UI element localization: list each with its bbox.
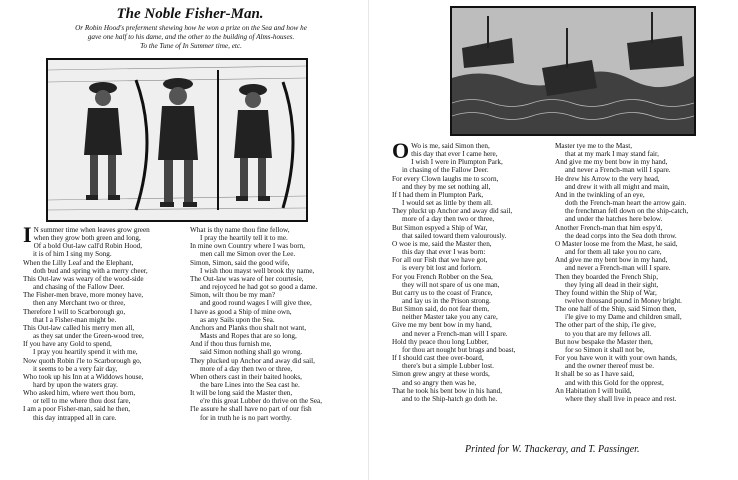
verse-line — [555, 330, 735, 338]
verse-text: for thou art nought but brags and boast, — [402, 345, 516, 354]
verse-line — [190, 414, 365, 422]
verse-text: men call me Simon over the Lee. — [200, 250, 296, 259]
verse-line — [555, 362, 735, 370]
verse-text: I wish thou mayst well brook thy name, — [200, 266, 315, 275]
verse-line — [555, 379, 735, 387]
verse-text: for in truth he is no part worthy. — [200, 413, 292, 422]
verse-line — [190, 226, 365, 234]
verse-line — [555, 142, 735, 150]
verse-text: doth the French-man heart the arrow gain. — [565, 199, 687, 208]
verse-column-2 — [190, 226, 365, 422]
drop-cap: O — [392, 138, 410, 163]
verse-text: and they by me set nothing all, — [402, 182, 491, 191]
verse-line — [23, 373, 185, 381]
verse-line — [555, 289, 735, 297]
verse-line — [190, 275, 365, 283]
verse-line — [392, 158, 550, 166]
verse-line — [190, 389, 365, 397]
verse-text: and chasing of the Fallow Deer. — [33, 283, 125, 292]
verse-line — [555, 346, 735, 354]
verse-line — [190, 357, 365, 365]
verse-line — [392, 166, 550, 174]
verse-text: And if thou thus furnish me, — [190, 340, 272, 349]
archers-woodcut — [46, 58, 308, 222]
verse-line — [555, 199, 735, 207]
verse-text: The one half of the Ship, said Simon then, — [555, 305, 677, 314]
verse-text: as they sat under the Green-wood tree, — [33, 332, 144, 341]
verse-line — [23, 324, 185, 332]
verse-text: This Out-law was weary of the wood-side — [23, 274, 144, 283]
verse-line — [392, 199, 550, 207]
verse-line — [190, 340, 365, 348]
verse-text: I have as good a Ship of mine own, — [190, 307, 292, 316]
verse-text: I wish I were in Plumpton Park, — [411, 158, 503, 167]
verse-text: this day that ever I was born: — [402, 248, 486, 257]
verse-text: the bare Lines into the Sea cast he. — [200, 380, 300, 389]
verse-text: That he took his bent bow in his hand, — [392, 386, 502, 395]
verse-text: Simon grew angry at these words, — [392, 370, 490, 379]
verse-line — [392, 183, 550, 191]
verse-text: An Habitation I will build, — [555, 386, 632, 395]
verse-line — [23, 308, 185, 316]
verse-line — [190, 283, 365, 291]
verse-text: For you French Robber on the Sea, — [392, 272, 493, 281]
verse-line — [23, 365, 185, 373]
verse-line — [555, 264, 735, 272]
verse-text: It will be long said the Master then, — [190, 389, 293, 398]
verse-line — [190, 308, 365, 316]
verse-text: and never a French-man will I spare. — [565, 166, 671, 175]
verse-text: But now bespake the Master then, — [555, 337, 653, 346]
verse-text: When the Lilly Leaf and the Elephant, — [23, 258, 134, 267]
verse-line — [23, 414, 185, 422]
verse-line — [190, 381, 365, 389]
verse-line — [392, 313, 550, 321]
verse-text: It shall be so as I have said, — [555, 370, 635, 379]
verse-line — [23, 291, 185, 299]
verse-text: that sailed toward them valourously. — [402, 231, 507, 240]
verse-line — [23, 267, 185, 275]
verse-text: This Out-law called his merry men all, — [23, 323, 135, 332]
verse-line — [555, 150, 735, 158]
verse-line — [392, 240, 550, 248]
verse-text: and drew it with all might and main, — [565, 182, 670, 191]
verse-text: If I should cast thee over-board, — [392, 354, 484, 363]
verse-text: In mine own Country where I was born, — [190, 242, 305, 251]
verse-line — [392, 346, 550, 354]
verse-text: for so Simon it shall not be, — [565, 345, 645, 354]
verse-line — [555, 256, 735, 264]
verse-line — [555, 387, 735, 395]
verse-line — [392, 395, 550, 403]
verse-text: For all our Fish that we have got, — [392, 256, 488, 265]
verse-line — [392, 232, 550, 240]
drop-cap: I — [23, 222, 32, 247]
verse-line — [190, 365, 365, 373]
verse-line — [392, 321, 550, 329]
verse-text: doth bud and spring with a merry cheer, — [33, 266, 148, 275]
verse-text: I am a poor Fisher-man, said he then, — [23, 405, 131, 414]
verse-text: The Out-law was ware of her courtesie, — [190, 274, 304, 283]
ships-woodcut — [450, 6, 696, 136]
verse-text: there's but a simple Lubber lost. — [402, 362, 494, 371]
verse-text: that at my mark I may stand fair, — [565, 150, 659, 159]
verse-text: then any Merchant two or three, — [33, 299, 126, 308]
verse-text: Another French-man that him espy'd, — [555, 223, 663, 232]
verse-column-1 — [23, 222, 185, 422]
verse-line — [555, 158, 735, 166]
verse-line — [392, 215, 550, 223]
verse-line — [392, 362, 550, 370]
verse-text: as any Sails upon the Sea. — [200, 315, 275, 324]
verse-text: and never a French-man will I spare. — [402, 329, 508, 338]
verse-line — [555, 215, 735, 223]
verse-line — [555, 313, 735, 321]
verse-line — [392, 297, 550, 305]
verse-line — [555, 183, 735, 191]
verse-line — [23, 405, 185, 413]
verse-text: I would set as little by them all. — [402, 199, 493, 208]
verse-text: and for them all take you no care, — [565, 248, 662, 257]
verse-text: If I had them in Plumpton Park, — [392, 190, 484, 199]
verse-line — [23, 283, 185, 291]
verse-text: and under the hatches here below. — [565, 215, 663, 224]
verse-line — [190, 348, 365, 356]
verse-text: The other part of the ship, i'le give, — [555, 321, 656, 330]
verse-line — [23, 357, 185, 365]
verse-line — [555, 232, 735, 240]
verse-text: They plucked up Anchor and away did sail, — [190, 356, 315, 365]
verse-line — [392, 305, 550, 313]
verse-text: When others cast in their baited hooks, — [190, 372, 302, 381]
verse-text: Of a bold Out-law call'd Robin Hood, — [33, 242, 143, 251]
verse-line — [392, 354, 550, 362]
verse-text: And in the twinkling of an eye, — [555, 190, 645, 199]
ballad-title: The Noble Fisher-Man. — [116, 6, 264, 22]
verse-line — [23, 397, 185, 405]
verse-line — [392, 379, 550, 387]
verse-text: and rejoyced he had got so good a dame. — [200, 283, 318, 292]
verse-line — [392, 248, 550, 256]
verse-line — [190, 299, 365, 307]
verse-text: said Simon nothing shall go wrong. — [200, 348, 303, 357]
verse-text: Now quoth Robin i'le to Scarborough go, — [23, 356, 142, 365]
verse-line — [555, 305, 735, 313]
verse-text: more of a day then two or three, — [200, 364, 293, 373]
verse-text: But Simon espyed a Ship of War, — [392, 223, 488, 232]
verse-text: He drew his Arrow to the very head, — [555, 174, 660, 183]
verse-text: I'le assure he shall have no part of our fish — [190, 405, 312, 414]
verse-line — [392, 256, 550, 264]
verse-text: and with this Gold for the opprest, — [565, 378, 664, 387]
verse-text: to you that are my fellows all. — [565, 329, 652, 338]
verse-text: neither Master take you any care, — [402, 313, 498, 322]
verse-line — [555, 248, 735, 256]
verse-text: it seems to be a very fair day, — [33, 364, 118, 373]
verse-line — [555, 224, 735, 232]
verse-line — [555, 240, 735, 248]
verse-text: this day that ever I came here, — [411, 150, 498, 159]
verse-line — [392, 338, 550, 346]
verse-text: twelve thousand pound in Money bright. — [565, 296, 682, 305]
verse-text: i'le give to my Dame and children small, — [565, 313, 682, 322]
verse-text: they will not spare of us one man, — [402, 280, 500, 289]
verse-text: Masts and Ropes that are so long, — [200, 332, 297, 341]
verse-text: N summer time when leaves grow green — [33, 226, 150, 234]
verse-text: hard by upon the waters gray. — [33, 380, 118, 389]
verse-line — [555, 297, 735, 305]
verse-line — [555, 273, 735, 281]
verse-line — [392, 175, 550, 183]
subtitle-line: Or Robin Hood's preferment shewing how he won a prize on the Sea and how he — [75, 24, 307, 32]
verse-line — [23, 234, 185, 242]
verse-text: Then they boarded the French Ship, — [555, 272, 658, 281]
verse-line — [555, 191, 735, 199]
verse-line — [23, 332, 185, 340]
verse-text: that I a Fisher-man might be. — [33, 315, 117, 324]
subtitle-line: To the Tune of In Summer time, etc. — [140, 42, 242, 50]
verse-line — [392, 387, 550, 395]
verse-line — [190, 267, 365, 275]
verse-text: O woe is me, said the Master then, — [392, 239, 492, 248]
verse-line — [190, 316, 365, 324]
verse-text: and never a French-man will I spare. — [565, 264, 671, 273]
verse-text: where they shall live in peace and rest. — [565, 394, 677, 403]
verse-text: For you have won it with your own hands, — [555, 354, 677, 363]
verse-text: is every bit lost and forlorn. — [402, 264, 482, 273]
verse-line — [555, 395, 735, 403]
verse-text: Hold thy peace thou long Lubber, — [392, 337, 489, 346]
verse-text: this day intrapped all in care. — [33, 413, 117, 422]
verse-line — [190, 259, 365, 267]
verse-text: and good round wages I will give thee, — [200, 299, 312, 308]
verse-line — [23, 242, 185, 250]
verse-text: the dead corps into the Sea doth throw. — [565, 231, 677, 240]
verse-line — [23, 381, 185, 389]
verse-text: Give me my bent bow in my hand, — [392, 321, 492, 330]
verse-text: If you have any Gold to spend, — [23, 340, 112, 349]
verse-text: I pray you heartily spend it with me, — [33, 348, 138, 357]
verse-text: Wo is me, said Simon then, — [411, 142, 490, 150]
verse-line — [555, 321, 735, 329]
verse-text: they lying all dead in their sight, — [565, 280, 659, 289]
verse-line — [392, 273, 550, 281]
verse-text: They pluckt up Anchor and away did sail, — [392, 207, 513, 216]
subtitle-line: gave one half to his dame, and the other to the building of Alms-houses. — [87, 33, 295, 41]
verse-text: But Simon said, do not fear them, — [392, 305, 490, 314]
verse-text: Master tye me to the Mast, — [555, 142, 633, 150]
verse-line — [23, 340, 185, 348]
verse-line — [190, 242, 365, 250]
verse-line — [190, 291, 365, 299]
verse-text: I pray the heartily tell it to me. — [200, 234, 288, 243]
verse-text: more of a day then two or three, — [402, 215, 495, 224]
verse-text: in chasing of the Fallow Deer. — [402, 166, 489, 175]
verse-line — [190, 373, 365, 381]
verse-line — [190, 250, 365, 258]
verse-text: Therefore I will to Scarborough go, — [23, 307, 126, 316]
verse-text: Anchors and Planks thou shalt not want, — [190, 323, 306, 332]
verse-text: and to the Ship-hatch go doth he. — [402, 394, 498, 403]
verse-text: it is of him I sing my Song. — [33, 250, 112, 259]
verse-line — [555, 166, 735, 174]
right-page — [369, 0, 738, 480]
verse-text: or tell to me where thou dost fare, — [33, 397, 131, 406]
verse-line — [392, 281, 550, 289]
verse-text: O Master loose me from the Mast, he said, — [555, 239, 678, 248]
verse-text: They found within the Ship of War, — [555, 288, 657, 297]
printer-imprint: Printed for W. Thackeray, and T. Passinger. — [465, 444, 640, 455]
verse-text: when they grow both green and long, — [33, 234, 141, 243]
verse-text: Simon, wilt thou be my man? — [190, 291, 276, 300]
verse-line — [392, 370, 550, 378]
verse-line — [555, 281, 735, 289]
verse-line — [555, 175, 735, 183]
verse-text: And give me my bent bow in my hand, — [555, 256, 668, 265]
verse-line — [392, 330, 550, 338]
verse-line — [23, 259, 185, 267]
verse-line — [23, 389, 185, 397]
verse-line — [555, 370, 735, 378]
verse-line — [392, 150, 550, 158]
verse-text: and lay us in the Prison strong. — [402, 296, 491, 305]
verse-line — [555, 338, 735, 346]
verse-column-4 — [555, 142, 735, 403]
verse-line — [190, 397, 365, 405]
verse-text: and so angry then was he, — [402, 378, 477, 387]
verse-text: The Fisher-men brave, more money have, — [23, 291, 144, 300]
verse-line — [392, 191, 550, 199]
verse-line — [555, 354, 735, 362]
verse-text: Simon, Simon, said the good wife, — [190, 258, 290, 267]
verse-line — [23, 348, 185, 356]
verse-text: e're this great Lubber do thrive on the Sea, — [200, 397, 323, 406]
verse-line — [23, 316, 185, 324]
verse-column-3 — [392, 138, 550, 403]
verse-line — [392, 207, 550, 215]
verse-text: the frenchman fell down on the ship-catch, — [565, 207, 689, 216]
verse-text: Who took up his Inn at a Widdows house, — [23, 372, 144, 381]
verse-line — [555, 207, 735, 215]
verse-line — [23, 299, 185, 307]
ballad-subtitle — [22, 24, 360, 51]
verse-line — [190, 324, 365, 332]
verse-line — [392, 224, 550, 232]
verse-line — [23, 250, 185, 258]
verse-text: and the owner thereof must be. — [565, 362, 655, 371]
verse-line — [23, 275, 185, 283]
verse-text: Who asked him, where wert thou born, — [23, 389, 136, 398]
verse-text: And give me my bent bow in my hand, — [555, 158, 668, 167]
verse-line — [190, 405, 365, 413]
verse-line — [190, 332, 365, 340]
verse-line — [392, 264, 550, 272]
verse-text: For every Clown laughs me to scorn, — [392, 174, 499, 183]
verse-line — [392, 289, 550, 297]
verse-line — [190, 234, 365, 242]
verse-text: What is thy name thou fine fellow, — [190, 226, 290, 234]
verse-text: But carry us to the coast of France, — [392, 288, 493, 297]
